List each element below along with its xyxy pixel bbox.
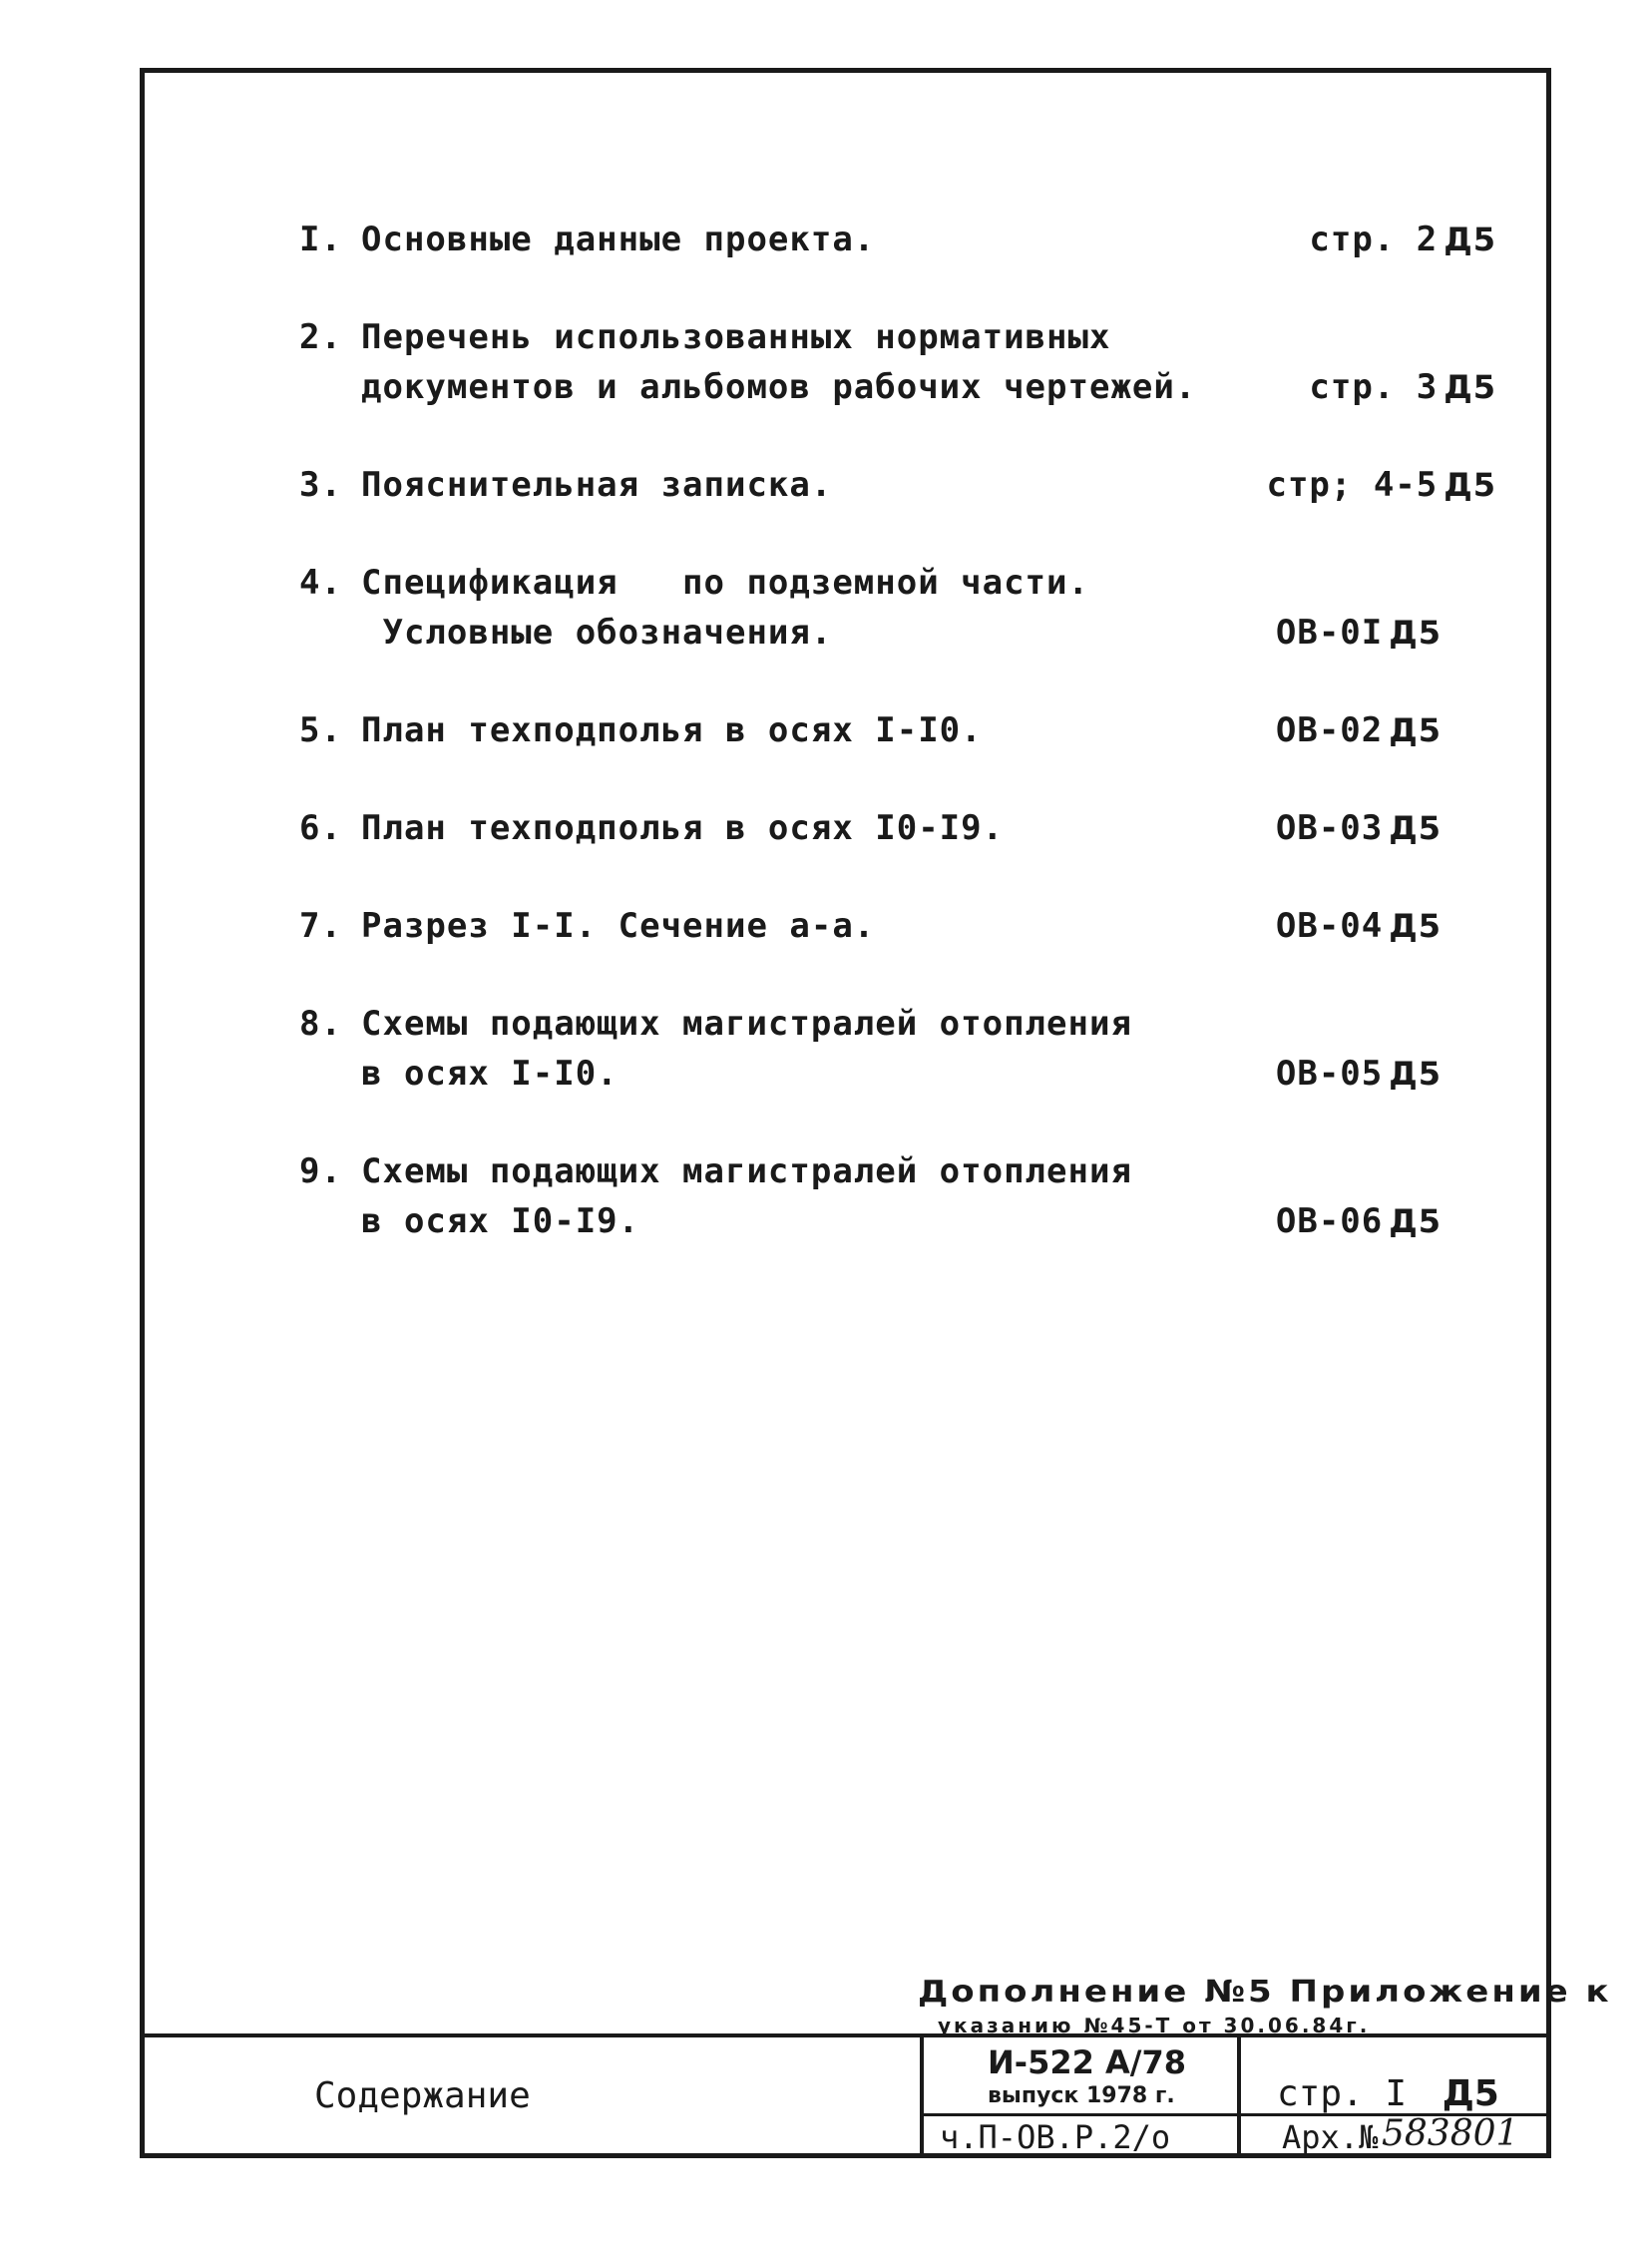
amendment-note: Дополнение №5 Приложение к (918, 1974, 1612, 2010)
toc-revision-mark: Д5 (1389, 907, 1442, 945)
toc-item (299, 460, 1496, 510)
toc-item-line: в осях I-I0. (361, 1054, 619, 1094)
toc-page-ref: ОВ-04 (1275, 906, 1384, 946)
toc-page-ref: ОВ-06 (1275, 1201, 1384, 1241)
title-block-divider-2 (1237, 2033, 1241, 2158)
toc-item-reference (1309, 215, 1496, 264)
table-of-contents (299, 215, 1496, 1246)
toc-page-ref: ОВ-0I (1275, 613, 1384, 653)
toc-item-number: I. (299, 220, 342, 259)
toc-item-reference (1276, 1049, 1442, 1099)
toc-item-number: 6. (299, 808, 342, 848)
toc-item-number: 7. (299, 906, 342, 946)
toc-item-line: Перечень использованных нормативных (361, 317, 1111, 357)
document-part: ч.П-ОВ.Р.2/о (940, 2118, 1171, 2156)
toc-item (299, 705, 1496, 755)
toc-item-line: План техподполья в осях I0-I9. (361, 808, 1005, 848)
toc-page-ref: ОВ-03 (1275, 808, 1384, 848)
toc-revision-mark: Д5 (1389, 711, 1442, 749)
toc-item-text (299, 1146, 1496, 1196)
toc-revision-mark: Д5 (1389, 1202, 1442, 1240)
toc-item-line: в осях I0-I9. (361, 1201, 640, 1241)
toc-item (299, 558, 1496, 658)
archive-label: Арх.№ (1282, 2118, 1379, 2156)
toc-item-reference (1266, 460, 1496, 510)
toc-item-reference (1276, 901, 1442, 951)
sheet-title: Содержание (314, 2075, 531, 2116)
toc-item (299, 312, 1496, 412)
toc-item-text (299, 558, 1496, 608)
document-issue: выпуск 1978 г. (988, 2083, 1175, 2108)
toc-item-number: 9. (299, 1151, 342, 1191)
toc-item-text (299, 999, 1496, 1049)
archive-number: 583801 (1382, 2113, 1519, 2154)
toc-item (299, 803, 1496, 853)
toc-item-line: Пояснительная записка. (361, 465, 833, 505)
toc-item-number: 3. (299, 465, 342, 505)
toc-revision-mark: Д5 (1444, 466, 1496, 504)
toc-item-line: Условные обозначения. (361, 613, 833, 653)
page-number (1277, 2073, 1499, 2114)
toc-item-number: 4. (299, 563, 342, 603)
amendment-reference: указанию №45-Т от 30.06.84г. (938, 2014, 1371, 2037)
toc-item-number: 5. (299, 710, 342, 750)
toc-page-ref: стр. 3 (1309, 367, 1439, 407)
toc-revision-mark: Д5 (1389, 614, 1442, 652)
toc-item-reference (1309, 362, 1496, 412)
toc-item-line: Основные данные проекта. (361, 220, 876, 259)
toc-item-number: 2. (299, 317, 342, 357)
toc-revision-mark: Д5 (1444, 368, 1496, 406)
toc-revision-mark: Д5 (1444, 221, 1496, 258)
toc-item-line: Схемы подающих магистралей отопления (361, 1151, 1132, 1191)
toc-revision-mark: Д5 (1389, 809, 1442, 847)
toc-item-line: Разрез I-I. Сечение а-а. (361, 906, 876, 946)
toc-item (299, 901, 1496, 951)
toc-item-number: 8. (299, 1004, 342, 1044)
toc-item-reference (1276, 803, 1442, 853)
toc-item-reference (1276, 1196, 1442, 1246)
title-block-divider-1 (920, 2033, 924, 2158)
toc-item (299, 215, 1496, 264)
toc-item-line: Схемы подающих магистралей отопления (361, 1004, 1132, 1044)
page-number-label: стр. I (1277, 2073, 1408, 2114)
toc-item-reference (1276, 608, 1442, 658)
toc-revision-mark: Д5 (1389, 1055, 1442, 1093)
toc-item-text (299, 312, 1496, 362)
page-revision-mark: Д5 (1442, 2073, 1499, 2114)
document-code: И-522 А/78 (988, 2043, 1186, 2081)
toc-page-ref: ОВ-05 (1275, 1054, 1384, 1094)
toc-item-reference (1276, 705, 1442, 755)
toc-item-line: документов и альбомов рабочих чертежей. (361, 367, 1197, 407)
toc-item (299, 1146, 1496, 1246)
toc-page-ref: ОВ-02 (1275, 710, 1384, 750)
toc-item (299, 999, 1496, 1099)
toc-item-line: План техподполья в осях I-I0. (361, 710, 983, 750)
toc-page-ref: стр. 2 (1309, 220, 1439, 259)
toc-item-line: Спецификация по подземной части. (361, 563, 1089, 603)
toc-page-ref: стр; 4-5 (1266, 465, 1439, 505)
